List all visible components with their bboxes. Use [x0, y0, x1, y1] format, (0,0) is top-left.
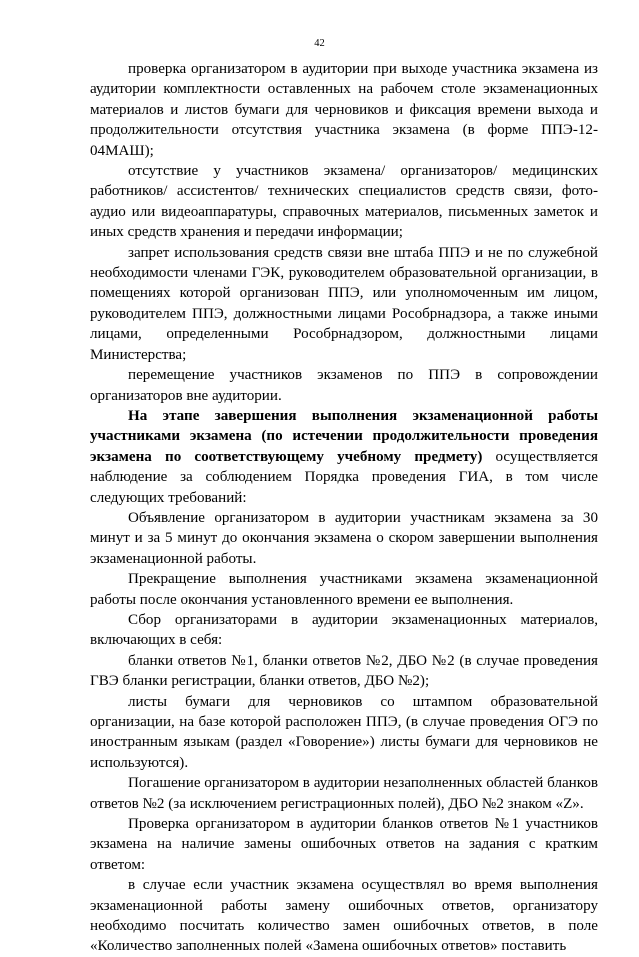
paragraph-z-marking: Погашение организатором в аудитории незаполненных областей бланков ответов №2 (за исключением регистрационных полей), ДБО №2 знаком «Z». [90, 775, 598, 812]
paragraph-answer-forms: бланки ответов №1, бланки ответов №2, ДБО №2 (в случае проведения ГВЭ бланки регистрации, бланки ответов, ДБО №2); [90, 652, 598, 690]
page-number: 42 [314, 38, 325, 49]
paragraph-movement: перемещение участников экзаменов по ППЭ в сопровождении организаторов вне аудитории. [90, 367, 598, 404]
paragraph-form-check: Проверка организатором в аудитории бланков ответов №1 участников экзамена на наличие замены ошибочных ответов на задания с кратким ответом: [90, 816, 598, 873]
paragraph-draft-sheets: листы бумаги для черновиков со штампом образовательной организации, на базе которой расположен ППЭ, (в случае проведения ОГЭ по иностранным языкам (раздел «Говорение») листы бумаги для черновиков не используются). [90, 693, 598, 771]
completion-stage-text: осуществляется наблюдение за соблюдением Порядка проведения ГИА, в том числе следующих требований: [90, 448, 598, 506]
paragraph-exit-check: проверка организатором в аудитории при выходе участника экзамена из аудитории комплектности оставленных на рабочем столе экзаменационных материалов и листов бумаги для черновиков и фиксация времени выхода и продолжительности отсутствия участника экзамена (в форме ППЭ-12-04МАШ); [90, 61, 598, 159]
paragraph-replacement-count: в случае если участник экзамена осуществлял во время выполнения экзаменационной работы замену ошибочных ответов, организатору необходимо посчитать количество замен ошибочных ответов, в поле «Количество заполненных полей «Замена ошибочных ответов» поставить [90, 877, 598, 955]
completion-stage-heading: На этапе завершения выполнения экзаменационной работы участниками экзамена (по истечении продолжительности проведения экзамена по соответствующему учебному предмету) [90, 407, 598, 465]
paragraph-communication-ban: запрет использования средств связи вне штаба ППЭ и не по служебной необходимости членами ГЭК, руководителем образовательной организации, в помещениях которой организован ППЭ, или уполномоченным им лицом, руководителем ППЭ, должностными лицами Рособрнадзора, а также иными лицами, определенными Рособрнадзором, должностными лицами Министерства; [90, 244, 598, 363]
paragraph-work-stop: Прекращение выполнения участниками экзамена экзаменационной работы после окончания установленного времени ее выполнения. [90, 571, 598, 608]
paragraph-no-devices: отсутствие у участников экзамена/ организаторов/ медицинских работников/ ассистентов/ технических специалистов средств связи, фото-аудио или видеоаппаратуры, справочных материалов, письменных заметок и иных средств хранения и передачи информации; [90, 163, 598, 241]
paragraph-time-announcement: Объявление организатором в аудитории участникам экзамена за 30 минут и за 5 минут до окончания экзамена о скором завершении выполнения экзаменационной работы. [90, 509, 598, 567]
paragraph-materials-collection: Сбор организаторами в аудитории экзаменационных материалов, включающих в себя: [90, 611, 598, 649]
paragraph-completion-stage [90, 406, 598, 508]
body-text [90, 59, 598, 957]
